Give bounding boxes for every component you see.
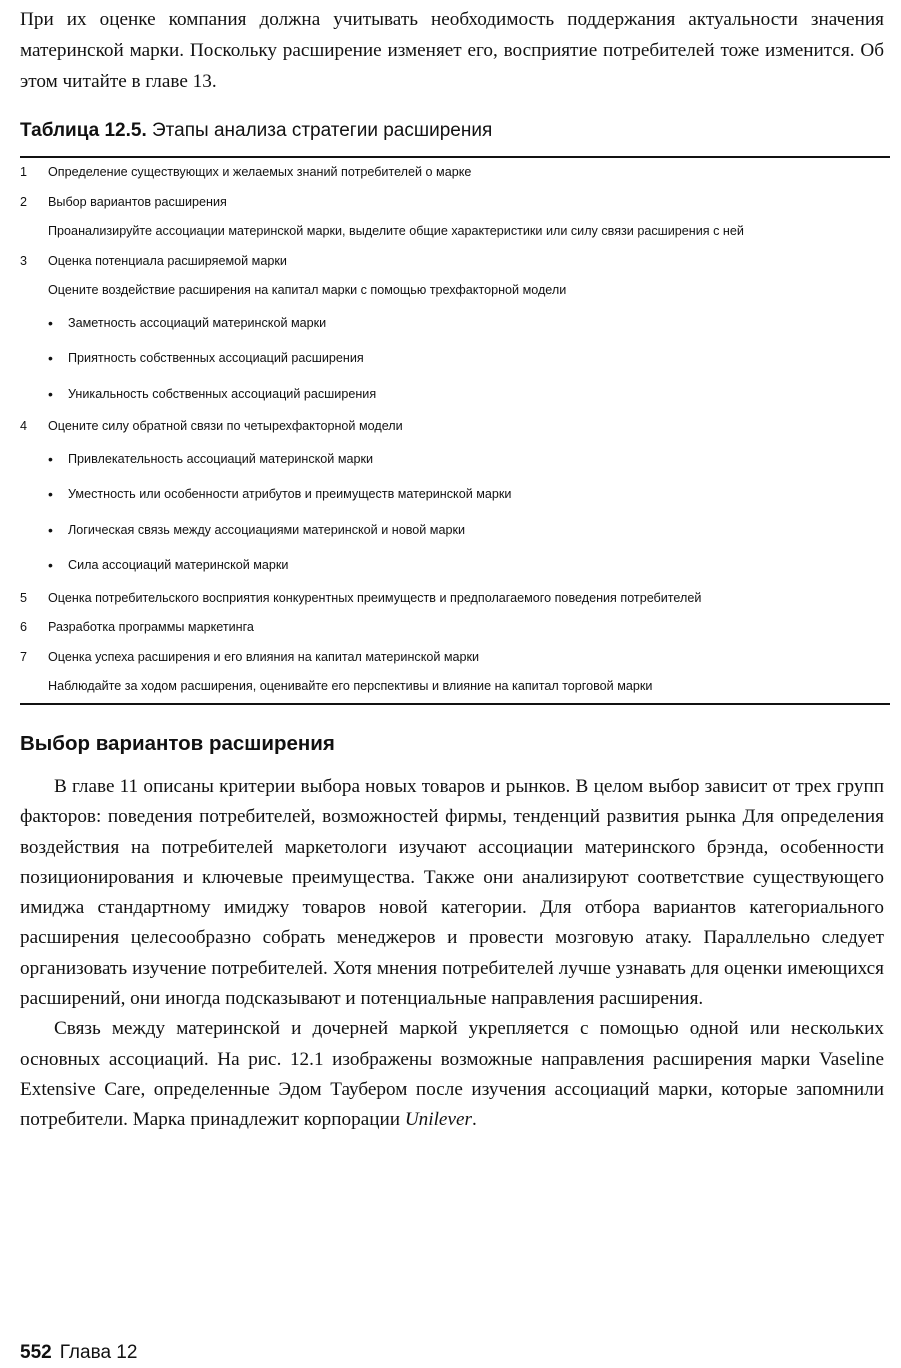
bullet-icon: •: [48, 557, 53, 573]
company-name: Unilever: [404, 1109, 472, 1131]
table-caption-label: Таблица 12.5.: [20, 120, 147, 141]
row-text: Привлекательность ассоциаций материнской марки: [68, 451, 374, 466]
body-paragraph-2: [20, 1014, 884, 1135]
table-row: [20, 412, 890, 442]
table-row: [20, 672, 890, 702]
row-text: Сила ассоциаций материнской марки: [68, 558, 289, 572]
step-number: 6: [20, 620, 28, 634]
row-text: Наблюдайте за ходом расширения, оценивайте его перспективы и влияние на капитал торговой марки: [48, 679, 653, 693]
table-row: [20, 276, 890, 306]
table-bottom-rule: [20, 703, 890, 705]
table-row: [20, 442, 890, 478]
page-footer: [20, 1342, 137, 1364]
row-text: Заметность ассоциаций материнской марки: [68, 315, 327, 330]
table-row: [20, 377, 890, 413]
table-body: [20, 158, 890, 702]
page-number: 552: [20, 1342, 52, 1363]
table-caption: [20, 120, 492, 142]
row-text: Оцените воздействие расширения на капитал марки с помощью трехфакторной модели: [48, 283, 567, 297]
row-text: Проанализируйте ассоциации материнской марки, выделите общие характеристики или силу связи расширения с ней: [48, 224, 744, 238]
row-text: Оценка потенциала расширяемой марки: [48, 253, 287, 268]
intro-paragraph: При их оценке компания должна учитывать необходимость поддержания актуальности значения материнской марки. Поскольку расширение изменяет его, восприятие потребителей тоже изменится. Об этом читайте в главе 13.: [20, 9, 884, 92]
row-text: Оцените силу обратной связи по четырехфакторной модели: [48, 419, 403, 433]
bullet-icon: •: [48, 385, 53, 402]
table-row: [20, 513, 890, 549]
row-text: Приятность собственных ассоциаций расширения: [68, 351, 364, 365]
row-text: Разработка программы маркетинга: [48, 620, 254, 634]
step-number: 3: [20, 253, 28, 268]
row-text: Логическая связь между ассоциациями материнской и новой марки: [68, 522, 465, 537]
table-row: [20, 613, 890, 643]
bullet-icon: •: [48, 521, 53, 538]
row-text: Оценка успеха расширения и его влияния на капитал материнской марки: [48, 649, 480, 664]
body-paragraph-2-end: .: [471, 1109, 477, 1131]
row-text: Оценка потребительского восприятия конкурентных преимуществ и предполагаемого поведения потребителей: [48, 590, 702, 605]
table-row: [20, 584, 890, 614]
table-caption-title: Этапы анализа стратегии расширения: [152, 120, 493, 141]
step-number: 4: [20, 419, 28, 433]
table-row: [20, 548, 890, 584]
bullet-icon: •: [48, 486, 53, 502]
body-paragraph-1: В главе 11 описаны критерии выбора новых товаров и рынков. В целом выбор зависит от трех групп факторов: поведения потребителей, возможностей фирмы, тенденций развития рынка Для определения воздействия на потребителей маркетологи изучают ассоциации материнского брэнда, особенности позиционирования и ключевые преимущества. Также они анализируют соответствие существующего имиджа стандартному имиджу товаров новой категории. Для отбора вариантов категориального расширения целесообразно собрать менеджеров и провести мозговую атаку. Параллельно следует организовать изучение потребителей. Хотя мнения потребителей лучше узнавать для оценки имеющихся расширений, они иногда подсказывают и потенциальные направления расширения.: [20, 776, 884, 1010]
table-row: [20, 158, 890, 188]
step-number: 1: [20, 165, 28, 179]
table-row: [20, 247, 890, 277]
row-text: Уместность или особенности атрибутов и преимуществ материнской марки: [68, 487, 512, 501]
body-paragraph-2-text: Связь между материнской и дочерней маркой укрепляется с помощью одной или нескольких основных ассоциаций. На рис. 12.1 изображены возможные направления расширения марки Vaseline Extensive Care, определенные Эдом Таубером после изучения ассоциаций марки, которые запомнили потребители. Марка принадлежит корпорации: [20, 1018, 884, 1131]
step-number: 5: [20, 590, 28, 605]
step-number: 7: [20, 649, 28, 664]
chapter-label: Глава 12: [59, 1342, 138, 1363]
section-heading: Выбор вариантов расширения: [20, 732, 335, 755]
row-text: Уникальность собственных ассоциаций расширения: [68, 386, 377, 401]
section-body: [20, 772, 884, 1136]
table-row: [20, 477, 890, 513]
bullet-icon: •: [48, 314, 53, 331]
bullet-icon: •: [48, 350, 53, 366]
table-row: [20, 217, 890, 247]
step-number: 2: [20, 194, 28, 209]
row-text: Определение существующих и желаемых знаний потребителей о марке: [48, 165, 472, 179]
table-row: [20, 306, 890, 342]
table-row: [20, 341, 890, 377]
table-row: [20, 643, 890, 673]
row-text: Выбор вариантов расширения: [48, 194, 227, 209]
bullet-icon: •: [48, 450, 53, 467]
table-row: [20, 188, 890, 218]
